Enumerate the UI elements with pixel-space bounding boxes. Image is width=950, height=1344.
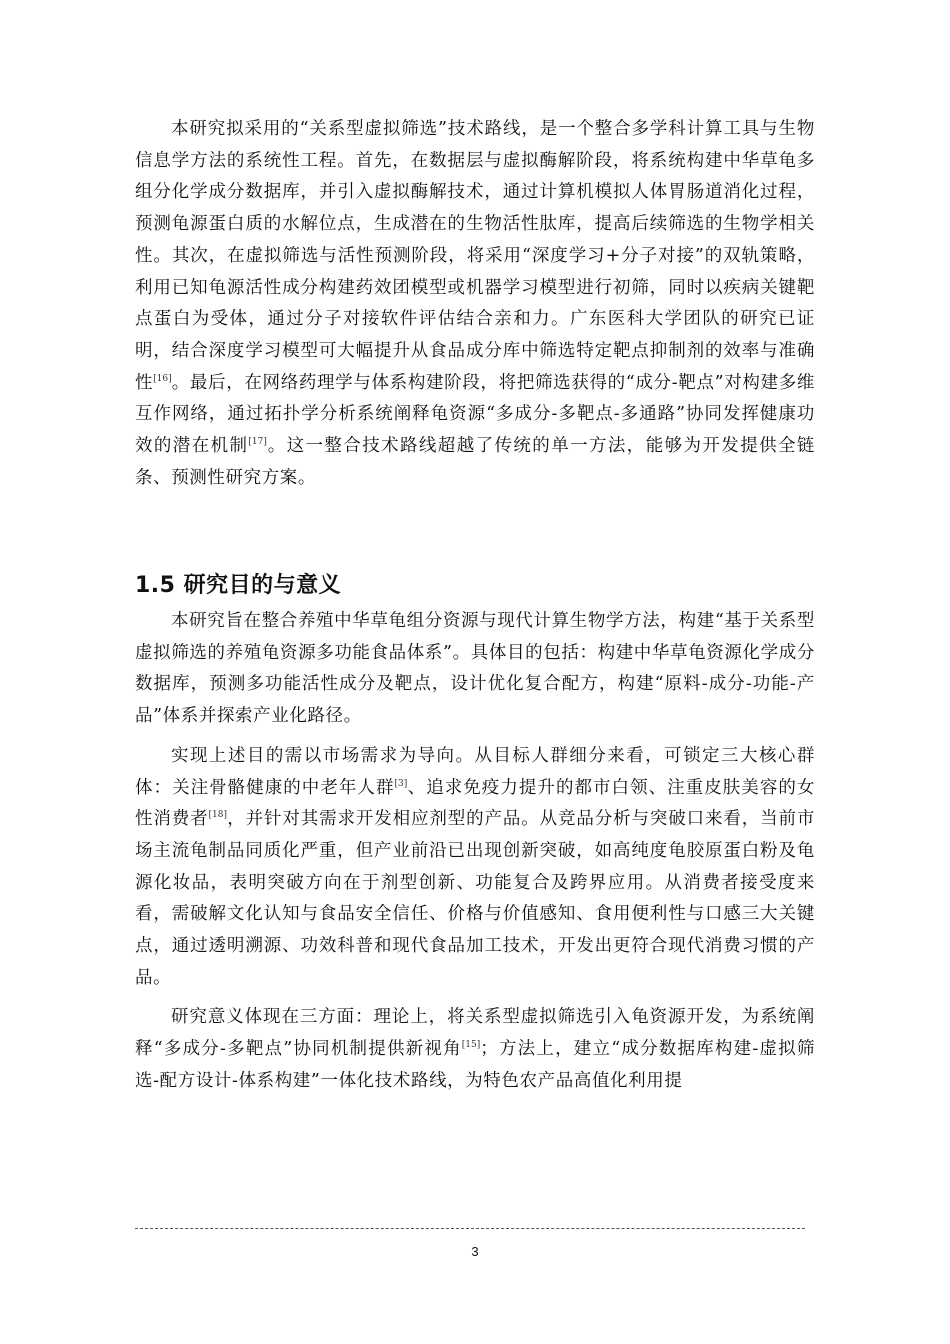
paragraph-text: ；方法上，建立“成分数据库构建-虚拟筛选-配方设计-体系构建”一体化技术路线，为特色农产品高值化利用提	[135, 1039, 815, 1091]
citation-18: [18]	[208, 810, 227, 821]
page-number: 3	[471, 1244, 479, 1259]
citation-3: [3]	[394, 778, 408, 789]
paragraph-text: ，并针对其需求开发相应剂型的产品。从竞品分析与突破口来看，当前市场主流龟制品同质化严重，但产业前沿已出现创新突破，如高纯度龟胶原蛋白粉及龟源化妆品，表明突破方向在于剂型创新、功能复合及跨界应用。从消费者接受度来看，需破解文化认知与食品安全信任、价格与价值感知、食用便利性与口感三大关键点，通过透明溯源、功效科普和现代食品加工技术，开发出更符合现代消费习惯的产品。	[135, 809, 816, 988]
section-body-purpose	[135, 606, 815, 1098]
section-body-top	[135, 114, 815, 494]
paragraph-text: 本研究拟采用的“关系型虚拟筛选”技术路线，是一个整合多学科计算工具与生物信息学方法的系统性工程。首先，在数据层与虚拟酶解阶段，将系统构建中华草龟多组分化学成分数据库，并引入虚拟酶解技术，通过计算机模拟人体胃肠道消化过程，预测龟源蛋白质的水解位点，生成潜在的生物活性肽库，提高后续筛选的生物学相关性。其次，在虚拟筛选与活性预测阶段，将采用“深度学习+分子对接”的双轨策略，利用已知龟源活性成分构建药效团模型或机器学习模型进行初筛，同时以疾病关键靶点蛋白为受体，通过分子对接软件评估结合亲和力。广东医科大学团队的研究已证明，结合深度学习模型可大幅提升从食品成分库中筛选特定靶点抑制剂的效率与准确性	[135, 119, 815, 393]
citation-16: [16]	[153, 373, 172, 384]
section-heading: 1.5 研究目的与意义	[135, 573, 342, 598]
paragraph-purpose: 本研究旨在整合养殖中华草龟组分资源与现代计算生物学方法，构建“基于关系型虚拟筛选的养殖龟资源多功能食品体系”。具体目的包括：构建中华草龟资源化学成分数据库，预测多功能活性成分及靶点，设计优化复合配方，构建“原料-成分-功能-产品”体系并探索产业化路径。	[135, 611, 815, 727]
paragraph-significance	[135, 1002, 815, 1097]
citation-15: [15]	[461, 1040, 481, 1051]
paragraph-market	[135, 741, 815, 995]
paragraph-text: 。最后，在网络药理学与体系构建阶段，将把筛选获得的“成分-靶点”对构建多维互作网络，通过拓扑学分析系统阐释龟资源“多成分-多靶点-多通路”协同发挥健康功效的潜在机制	[135, 372, 815, 457]
paragraph-technical-route	[135, 114, 815, 494]
paragraph-text: 实现上述目的需以市场需求为导向。从目标人群细分来看，可锁定三大核心群体：关注骨骼健康的中老年人群	[135, 745, 815, 798]
paragraph-text: 、追求免疫力提升的都市白领、注重皮肤美容的女性消费者	[135, 777, 815, 830]
citation-17: [17]	[248, 437, 267, 448]
paragraph-text: 。这一整合技术路线超越了传统的单一方法，能够为开发提供全链条、预测性研究方案。	[135, 436, 815, 488]
footer-divider	[135, 1228, 805, 1229]
paragraph-text: 研究意义体现在三方面：理论上，将关系型虚拟筛选引入龟资源开发，为系统阐释“多成分-多靶点”协同机制提供新视角	[135, 1007, 815, 1060]
